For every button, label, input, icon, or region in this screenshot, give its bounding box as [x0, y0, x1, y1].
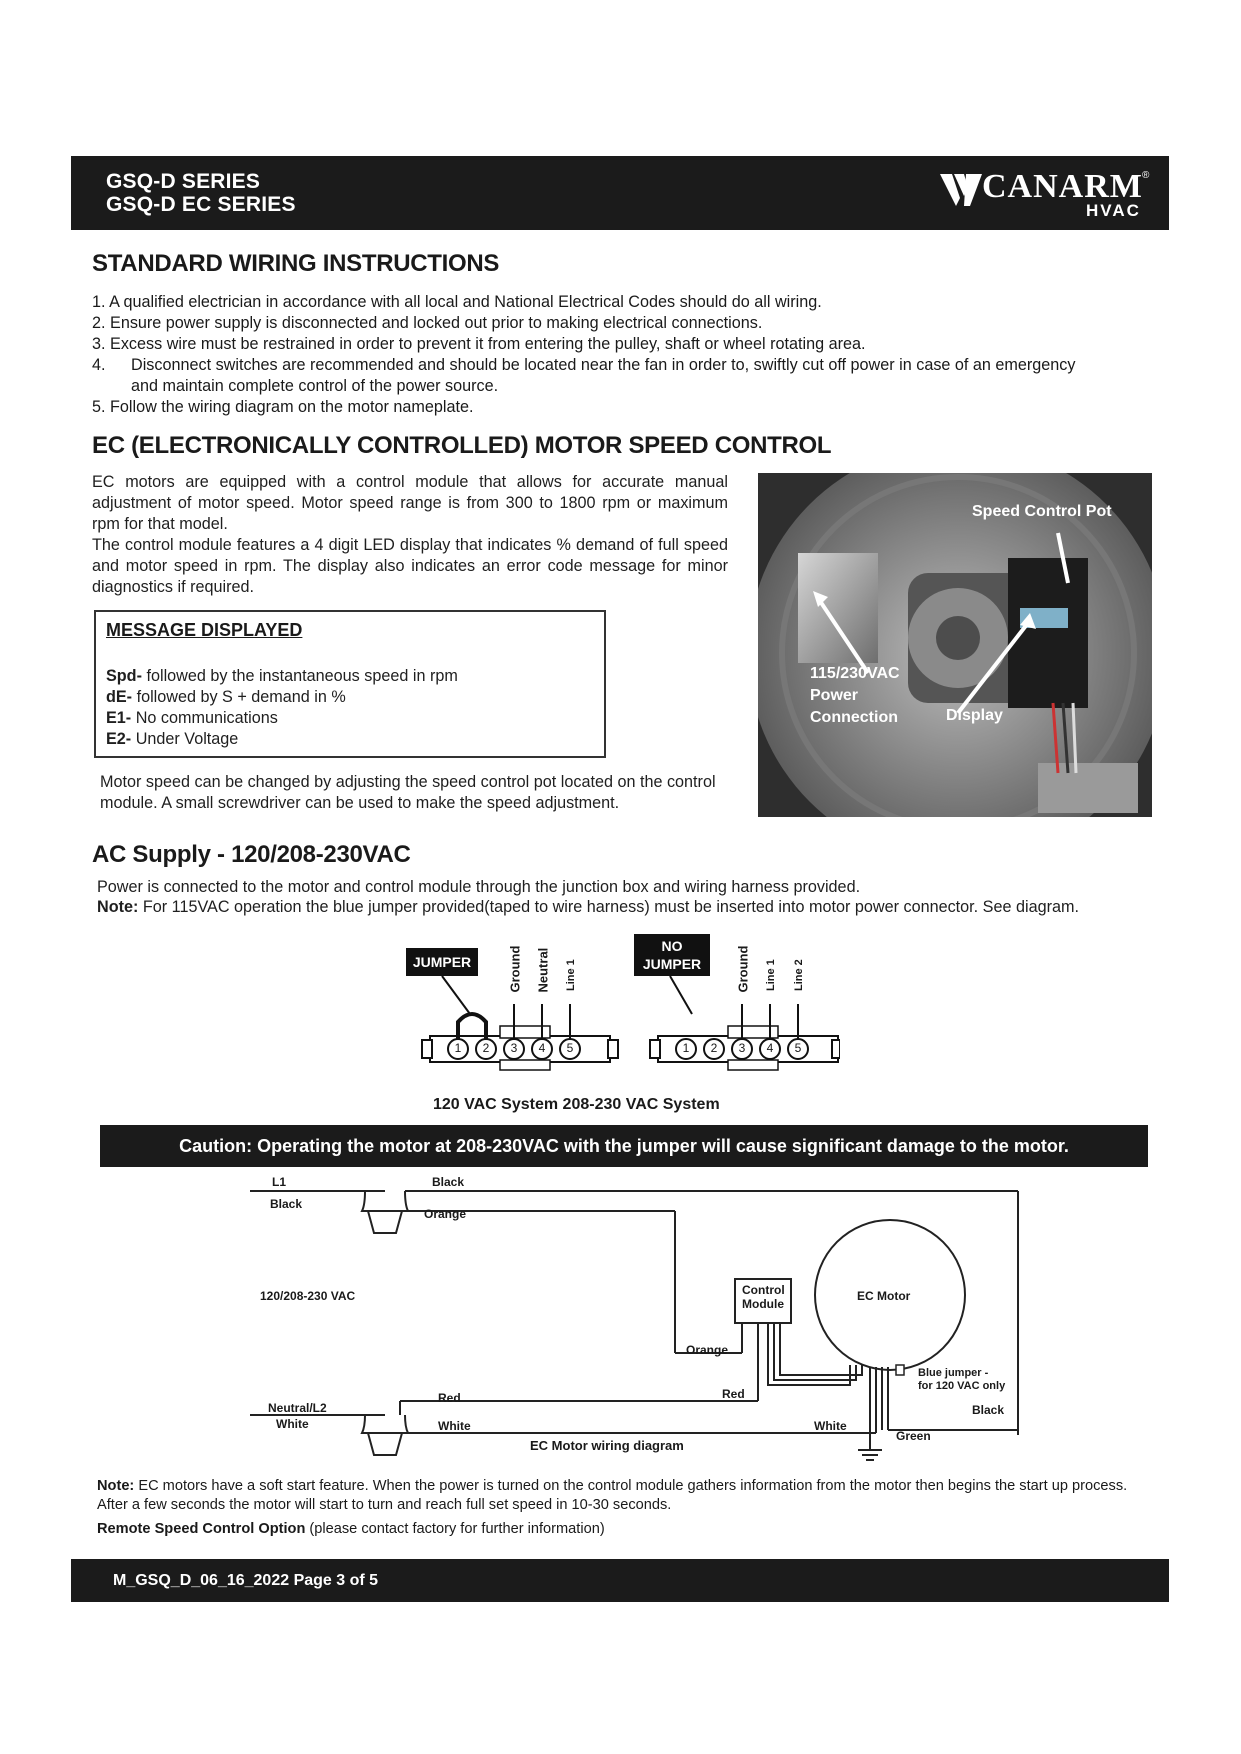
canarm-logo-icon [938, 170, 984, 210]
photo-label-power-1: 115/230VAC [810, 665, 900, 682]
label-blue-jumper-2: for 120 VAC only [918, 1380, 1006, 1392]
label-green: Green [896, 1429, 931, 1443]
series-title-2: GSQ-D EC SERIES [106, 193, 296, 216]
photo-label-display: Display [946, 707, 1003, 724]
label-white-right: White [814, 1419, 847, 1433]
message-box [94, 610, 606, 758]
label-orange-mid: Orange [686, 1343, 729, 1357]
wiring-item-2: 2. Ensure power supply is disconnected and locked out prior to making electrical connections. [92, 314, 763, 332]
label-control-module-2: Module [742, 1297, 784, 1311]
message-row-de: dE- followed by S + demand in % [106, 688, 346, 706]
right-pin-1: 1 [682, 1041, 690, 1055]
no-jumper-tag-1: NO [661, 938, 683, 954]
label-white-mid: White [438, 1419, 471, 1433]
left-pin-5: 5 [566, 1041, 574, 1055]
caution-text: Caution: Operating the motor at 208-230VAC with the jumper will cause significant damage to the motor. [179, 1136, 1069, 1156]
connector-caption: 120 VAC System 208-230 VAC System [433, 1096, 720, 1113]
left-pin-2: 2 [482, 1041, 490, 1055]
series-title-1: GSQ-D SERIES [106, 170, 261, 193]
label-red-right: Red [722, 1387, 745, 1401]
standard-wiring-title: STANDARD WIRING INSTRUCTIONS [92, 250, 500, 277]
label-voltage: 120/208-230 VAC [260, 1289, 356, 1303]
right-pin-5: 5 [794, 1041, 802, 1055]
label-neutral: Neutral/L2 [268, 1401, 327, 1415]
caution-bar [100, 1125, 1148, 1167]
right-label-line2: Line 2 [793, 959, 805, 991]
wiring-item-4: 4. Disconnect switches are recommended and should be located near the fan in order to, swiftly cut off power in case of an emergency [92, 356, 1076, 374]
right-label-ground: Ground [735, 945, 751, 993]
left-label-ground: Ground [507, 945, 523, 993]
motor-photo [758, 473, 1152, 817]
label-red-bottom: Red [438, 1391, 461, 1405]
jumper-tag: JUMPER [412, 954, 472, 970]
label-black-top-left: Black [270, 1197, 303, 1211]
message-row-e1: E1- No communications [106, 709, 278, 727]
photo-label-power-2: Power [810, 687, 859, 704]
brand-name: CANARM [982, 168, 1143, 205]
ec-para-2: The control module features a 4 digit LED display that indicates % demand of full speed and motor speed in rpm. The display also indicates an error code message for minor diagnostics if required. [92, 536, 728, 596]
label-white-left: White [276, 1417, 309, 1431]
brand-registered: ® [1142, 170, 1150, 181]
right-pin-2: 2 [710, 1041, 718, 1055]
wiring-item-1: 1. A qualified electrician in accordance with all local and National Electrical Codes should do all wiring. [92, 293, 822, 311]
header-bar [71, 156, 1169, 230]
left-label-neutral: Neutral [535, 947, 551, 993]
no-jumper-tag-2: JUMPER [642, 956, 702, 972]
remote-speed-note: Remote Speed Control Option (please contact factory for further information) [97, 1521, 605, 1537]
label-black-right: Black [972, 1403, 1005, 1417]
ec-para-1: EC motors are equipped with a control module that allows for accurate manual adjustment of motor speed. Motor speed range is from 300 to 1800 rpm or maximum rpm for that model. [92, 473, 728, 533]
left-pin-1: 1 [454, 1041, 462, 1055]
photo-label-power-3: Connection [810, 709, 898, 726]
label-control-module-1: Control [742, 1283, 785, 1297]
label-l1: L1 [272, 1175, 287, 1189]
ec-para-3: Motor speed can be changed by adjusting the speed control pot located on the control module. A small screwdriver can be used to make the speed adjustment. [100, 773, 716, 812]
message-row-spd: Spd- followed by the instantaneous speed in rpm [106, 667, 458, 685]
brand-sub: HVAC [1086, 201, 1141, 220]
ac-supply-title: AC Supply - 120/208-230VAC [92, 841, 411, 868]
label-ec-motor: EC Motor [857, 1289, 911, 1303]
wiring-item-3: 3. Excess wire must be restrained in order to prevent it from entering the pulley, shaft or wheel rotating area. [92, 335, 866, 353]
wiring-item-5: 5. Follow the wiring diagram on the motor nameplate. [92, 398, 474, 416]
soft-start-note: Note: EC motors have a soft start feature. When the power is turned on the control module gathers information from the motor then begins the start up process. After a few seconds the motor will start to turn and reach full set speed in 10-30 seconds. [97, 1478, 1128, 1513]
left-pin-4: 4 [538, 1041, 546, 1055]
wiring-diagram-caption: EC Motor wiring diagram [530, 1438, 684, 1453]
wiring-diagram [250, 1175, 1050, 1475]
message-box-title: MESSAGE DISPLAYED [106, 620, 303, 640]
footer-text: M_GSQ_D_06_16_2022 Page 3 of 5 [113, 1572, 379, 1589]
ac-supply-note: Note: For 115VAC operation the blue jumper provided(taped to wire harness) must be inserted into motor power connector. See diagram. [97, 898, 1079, 916]
left-pin-3: 3 [510, 1041, 518, 1055]
left-label-line1: Line 1 [565, 959, 577, 991]
right-pin-4: 4 [766, 1041, 774, 1055]
brand-logo [938, 164, 1153, 222]
label-orange-top: Orange [424, 1207, 467, 1221]
photo-label-pot: Speed Control Pot [972, 503, 1112, 520]
connector-diagram [400, 934, 840, 1084]
right-label-line1: Line 1 [765, 959, 777, 991]
wiring-item-4-cont: and maintain complete control of the power source. [131, 377, 499, 395]
message-row-e2: E2- Under Voltage [106, 730, 239, 748]
ec-control-title: EC (ELECTRONICALLY CONTROLLED) MOTOR SPEED CONTROL [92, 432, 832, 459]
motor-photo-illustration [758, 473, 1152, 817]
label-black-top: Black [432, 1175, 465, 1189]
right-pin-3: 3 [738, 1041, 746, 1055]
footer-bar [71, 1559, 1169, 1602]
label-blue-jumper-1: Blue jumper - [918, 1367, 989, 1379]
ac-supply-para: Power is connected to the motor and control module through the junction box and wiring harness provided. [97, 878, 861, 896]
